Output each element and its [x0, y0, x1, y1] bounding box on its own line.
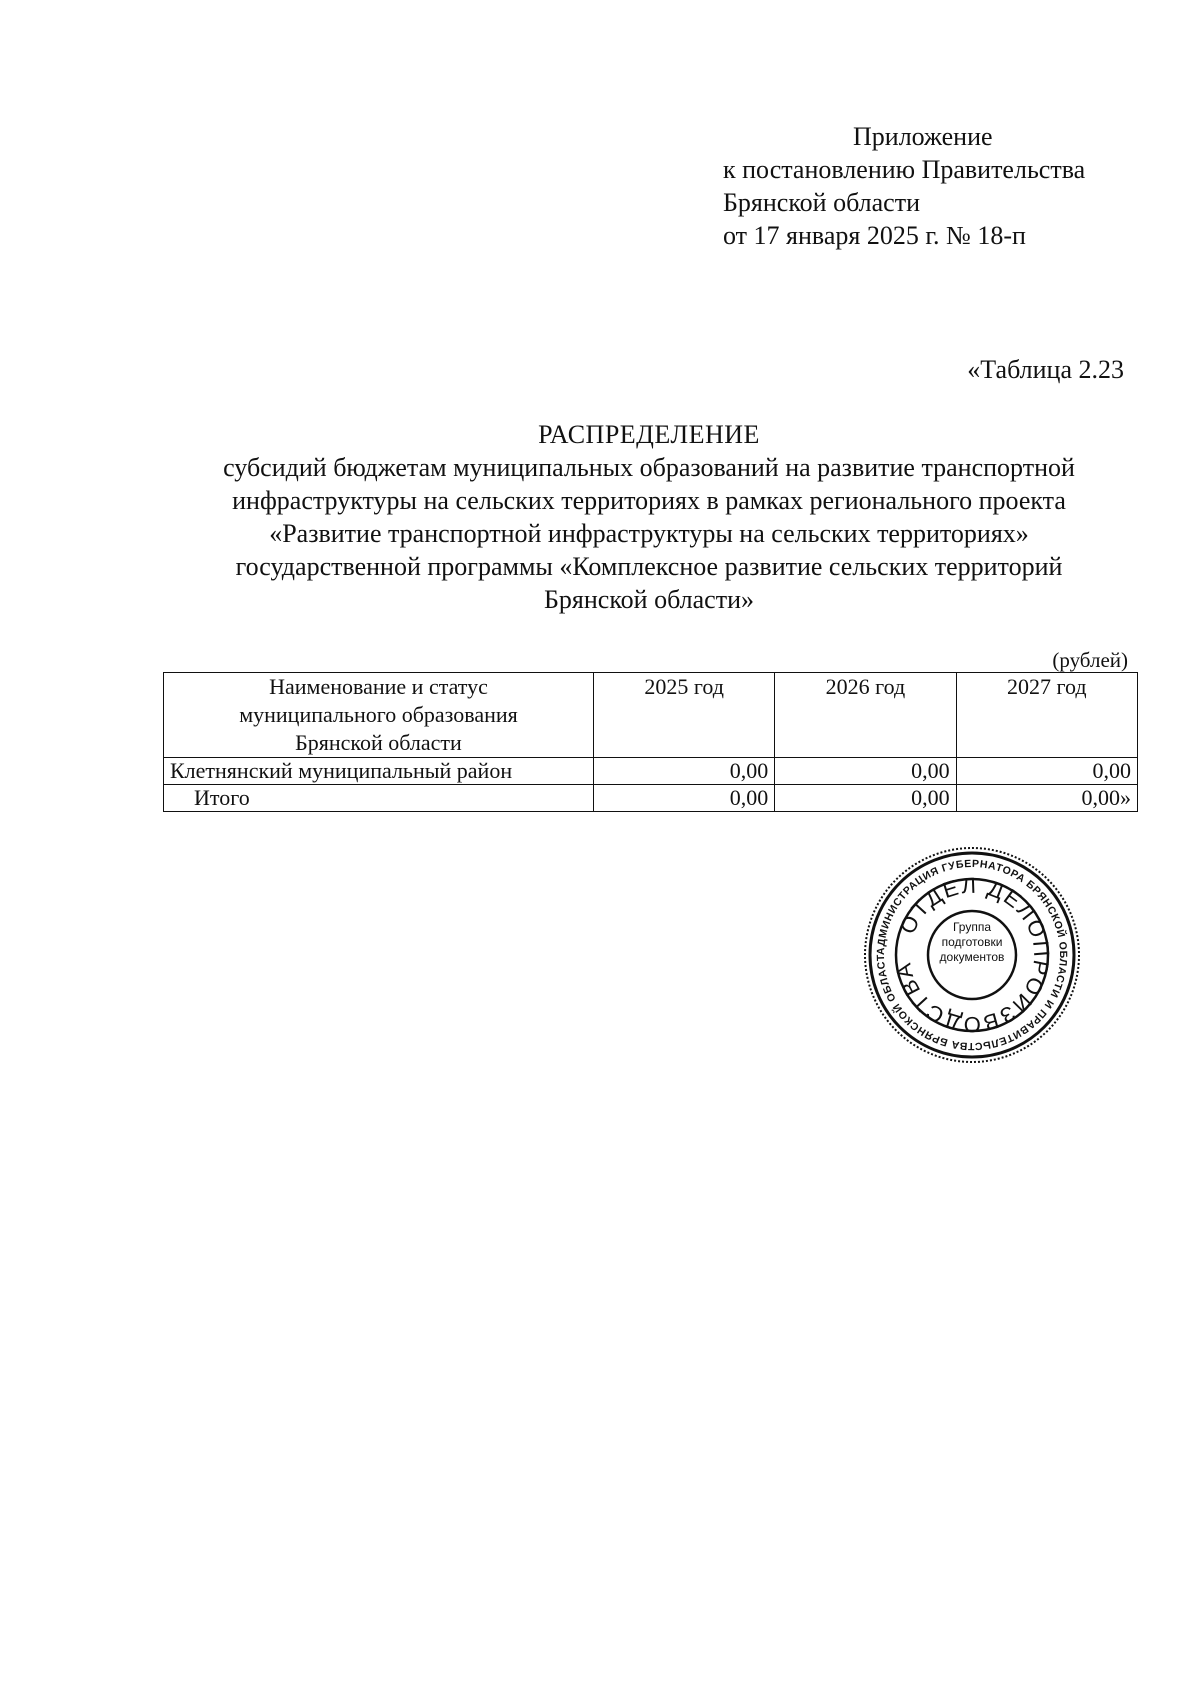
- row-value-2027: 0,00: [956, 758, 1137, 785]
- total-value-2027: 0,00»: [956, 785, 1137, 812]
- header-year-2027: 2027 год: [956, 673, 1137, 758]
- row-value-2026: 0,00: [775, 758, 956, 785]
- table-row: [164, 758, 1138, 785]
- heading-subtitle-line: субсидий бюджетам муниципальных образований на развитие транспортной: [223, 453, 1075, 482]
- table-reference: «Таблица 2.23: [967, 355, 1124, 384]
- stamp-inner-text: ОТДЕЛ ДЕЛОПРОИЗВОДСТВА: [890, 872, 1055, 1038]
- appendix-title: Приложение: [853, 122, 993, 151]
- official-stamp: [862, 845, 1082, 1065]
- total-value-2026: 0,00: [775, 785, 956, 812]
- header-municipality-line: Брянской области: [295, 730, 462, 755]
- total-value-2025: 0,00: [593, 785, 774, 812]
- row-municipality-name: Клетнянский муниципальный район: [164, 758, 594, 785]
- appendix-reference: к постановлению Правительства: [723, 155, 1086, 184]
- distribution-table: [163, 672, 1138, 812]
- stamp-center-line: документов: [939, 950, 1005, 964]
- header-year-2025: 2025 год: [593, 673, 774, 758]
- document-heading: [160, 418, 1138, 616]
- appendix-block: [723, 120, 1085, 252]
- heading-subtitle-line: Брянской области»: [544, 585, 754, 614]
- stamp-outer-text: АДМИНИСТРАЦИЯ ГУБЕРНАТОРА БРЯНСКОЙ ОБЛАСТИ И ПРАВИТЕЛЬСТВА БРЯНСКОЙ ОБЛАСТ: [874, 857, 1070, 1053]
- heading-subtitle-line: инфраструктуры на сельских территориях в рамках регионального проекта: [232, 486, 1066, 515]
- units-label: (рублей): [1052, 648, 1128, 672]
- header-municipality: [164, 673, 594, 758]
- heading-subtitle-line: государственной программы «Комплексное развитие сельских территорий: [235, 552, 1063, 581]
- header-year-2026: 2026 год: [775, 673, 956, 758]
- table-header-row: [164, 673, 1138, 758]
- stamp-center-line: Группа: [952, 920, 992, 934]
- appendix-date-number: от 17 января 2025 г. № 18-п: [723, 221, 1026, 250]
- appendix-region: Брянской области: [723, 188, 920, 217]
- total-label: Итого: [164, 785, 594, 812]
- row-value-2025: 0,00: [593, 758, 774, 785]
- stamp-center: [922, 920, 1022, 965]
- header-municipality-line: Наименование и статус: [269, 674, 488, 699]
- heading-subtitle-line: «Развитие транспортной инфраструктуры на сельских территориях»: [269, 519, 1029, 548]
- heading-title: РАСПРЕДЕЛЕНИЕ: [538, 420, 760, 449]
- header-municipality-line: муниципального образования: [239, 702, 518, 727]
- table-total-row: [164, 785, 1138, 812]
- stamp-center-line: подготовки: [941, 935, 1003, 949]
